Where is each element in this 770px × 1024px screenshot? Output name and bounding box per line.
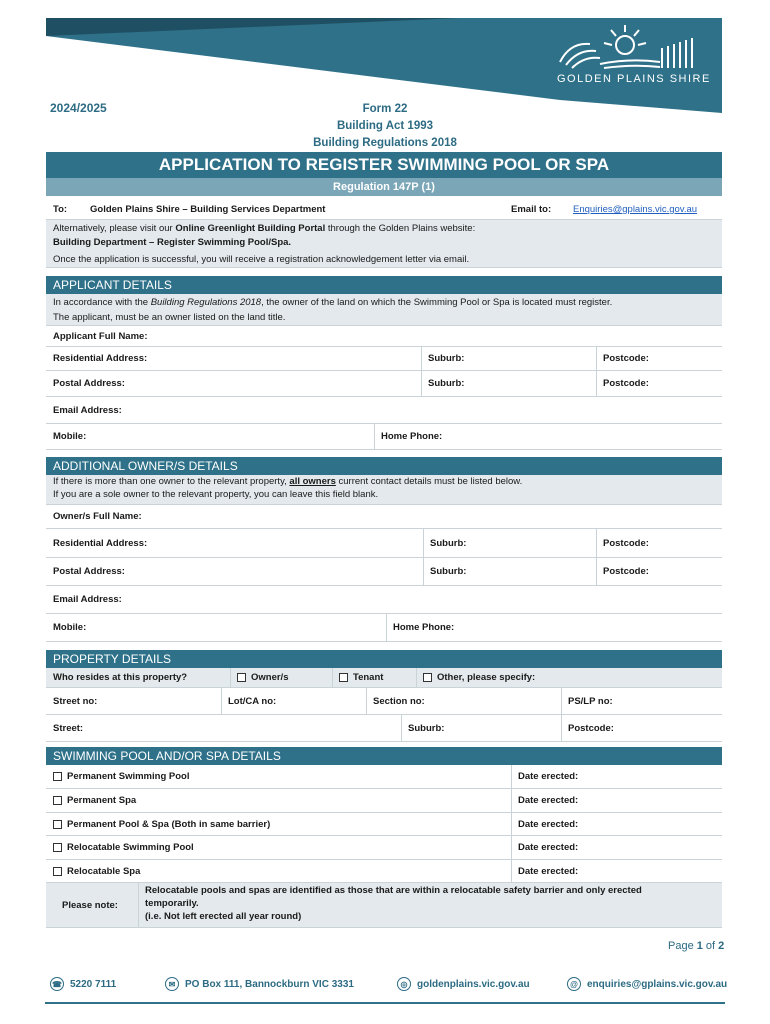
intro-line-3: Once the application is successful, you will receive a registration acknowledgement letter via email. — [53, 254, 470, 265]
email-to-label: Email to: — [511, 204, 552, 215]
owner-name-row[interactable]: Owner/s Full Name: — [46, 505, 722, 529]
owner-residential-row[interactable]: Residential Address: Suburb: Postcode: — [46, 529, 722, 558]
other-checkbox[interactable]: Other, please specify: — [416, 668, 535, 687]
checkbox-icon — [237, 673, 246, 682]
checkbox-icon — [423, 673, 432, 682]
checkbox-icon — [53, 796, 62, 805]
footer-address: ✉ PO Box 111, Bannockburn VIC 3331 — [165, 977, 354, 991]
intro-line-2: Building Department – Register Swimming Pool/Spa. — [53, 237, 292, 248]
footer-website[interactable]: ◎ goldenplains.vic.gov.au — [397, 977, 530, 991]
to-label: To: — [53, 204, 68, 215]
section-pool-spa-details: SWIMMING POOL AND/OR SPA DETAILS — [46, 747, 722, 765]
checkbox-icon — [339, 673, 348, 682]
section-additional-owners: ADDITIONAL OWNER/S DETAILS — [46, 457, 722, 475]
resides-row: Who resides at this property? Owner/s Tenant Other, please specify: — [46, 668, 722, 688]
building-regulations: Building Regulations 2018 — [313, 137, 457, 149]
pool-option-checkbox[interactable]: Permanent Pool & Spa (Both in same barrier) — [53, 813, 270, 835]
to-value: Golden Plains Shire – Building Services Department — [90, 204, 326, 215]
at-icon: @ — [567, 977, 581, 991]
checkbox-icon — [53, 867, 62, 876]
email-to-link[interactable]: Enquiries@gplains.vic.gov.au — [573, 204, 698, 215]
mailbox-icon: ✉ — [165, 977, 179, 991]
please-note-label: Please note: — [62, 899, 118, 911]
checkbox-icon — [53, 820, 62, 829]
globe-icon: ◎ — [397, 977, 411, 991]
pool-option-row[interactable]: Relocatable Spa Date erected: — [46, 860, 722, 883]
owner-postal-row[interactable]: Postal Address: Suburb: Postcode: — [46, 558, 722, 586]
intro-block — [46, 220, 722, 268]
greenlight-portal-link[interactable]: Online Greenlight Building Portal — [175, 223, 326, 234]
owner-email-row[interactable]: Email Address: — [46, 586, 722, 614]
pool-option-row[interactable]: Permanent Pool & Spa (Both in same barrier) Date erected: — [46, 813, 722, 836]
pool-option-checkbox[interactable]: Relocatable Swimming Pool — [53, 836, 194, 859]
applicant-postal-row[interactable]: Postal Address: Suburb: Postcode: — [46, 371, 722, 397]
phone-icon: ☎ — [50, 977, 64, 991]
page-title: APPLICATION TO REGISTER SWIMMING POOL OR SPA — [46, 152, 722, 178]
page-number: Page 1 of 2 — [668, 940, 725, 952]
pool-option-checkbox[interactable]: Permanent Swimming Pool — [53, 765, 189, 788]
property-street-row[interactable]: Street: Suburb: Postcode: — [46, 715, 722, 742]
applicant-name-row[interactable] — [46, 326, 722, 347]
applicant-description: In accordance with the Building Regulations 2018, the owner of the land on which the Swimming Pool or Spa is located must register. The applicant, must be an owner listed on the land title. — [46, 294, 722, 326]
owner-checkbox[interactable]: Owner/s — [230, 668, 289, 687]
pool-option-row[interactable]: Permanent Spa Date erected: — [46, 789, 722, 813]
pool-option-checkbox[interactable]: Permanent Spa — [53, 789, 136, 812]
pool-option-row[interactable]: Permanent Swimming Pool Date erected: — [46, 765, 722, 789]
footer-divider — [45, 1002, 725, 1004]
additional-description: If there is more than one owner to the relevant property, all owners current contact details must be listed below. If you are a sole owner to the relevant property, you can leave this field blank. — [46, 475, 722, 505]
please-note-block: Please note: Relocatable pools and spas are identified as those that are within a relocatable safety barrier and only erected temporarily. (i.e. Not left erected all year round) — [46, 883, 722, 928]
owner-phone-row[interactable]: Mobile: Home Phone: — [46, 614, 722, 642]
footer-phone[interactable]: ☎ 5220 7111 — [50, 977, 116, 991]
footer-email[interactable]: @ enquiries@gplains.vic.gov.au — [567, 977, 727, 991]
checkbox-icon — [53, 843, 62, 852]
form-heading — [250, 101, 520, 152]
pool-option-checkbox[interactable]: Relocatable Spa — [53, 860, 140, 882]
intro-line-1: Alternatively, please visit our Online Greenlight Building Portal through the Golden Plains website: — [53, 223, 476, 234]
pool-option-row[interactable]: Relocatable Swimming Pool Date erected: — [46, 836, 722, 860]
footer — [45, 972, 728, 998]
form-year: 2024/2025 — [50, 101, 107, 115]
tenant-checkbox[interactable]: Tenant — [332, 668, 383, 687]
applicant-email-row[interactable]: Email Address: — [46, 397, 722, 424]
regulation-subtitle: Regulation 147P (1) — [46, 178, 722, 196]
applicant-phone-row[interactable]: Mobile: Home Phone: — [46, 424, 722, 450]
checkbox-icon — [53, 772, 62, 781]
building-act: Building Act 1993 — [336, 120, 434, 132]
logo-text: GOLDEN PLAINS SHIRE — [557, 73, 711, 85]
applicant-full-name-label: Applicant Full Name: — [53, 330, 148, 342]
section-applicant-details: APPLICANT DETAILS — [46, 276, 722, 294]
property-numbers-row[interactable]: Street no: Lot/CA no: Section no: PS/LP no: — [46, 688, 722, 715]
applicant-residential-row[interactable]: Residential Address: Suburb: Postcode: — [46, 347, 722, 371]
section-property-details: PROPERTY DETAILS — [46, 650, 722, 668]
to-row — [46, 200, 722, 220]
form-number: Form 22 — [362, 103, 408, 115]
